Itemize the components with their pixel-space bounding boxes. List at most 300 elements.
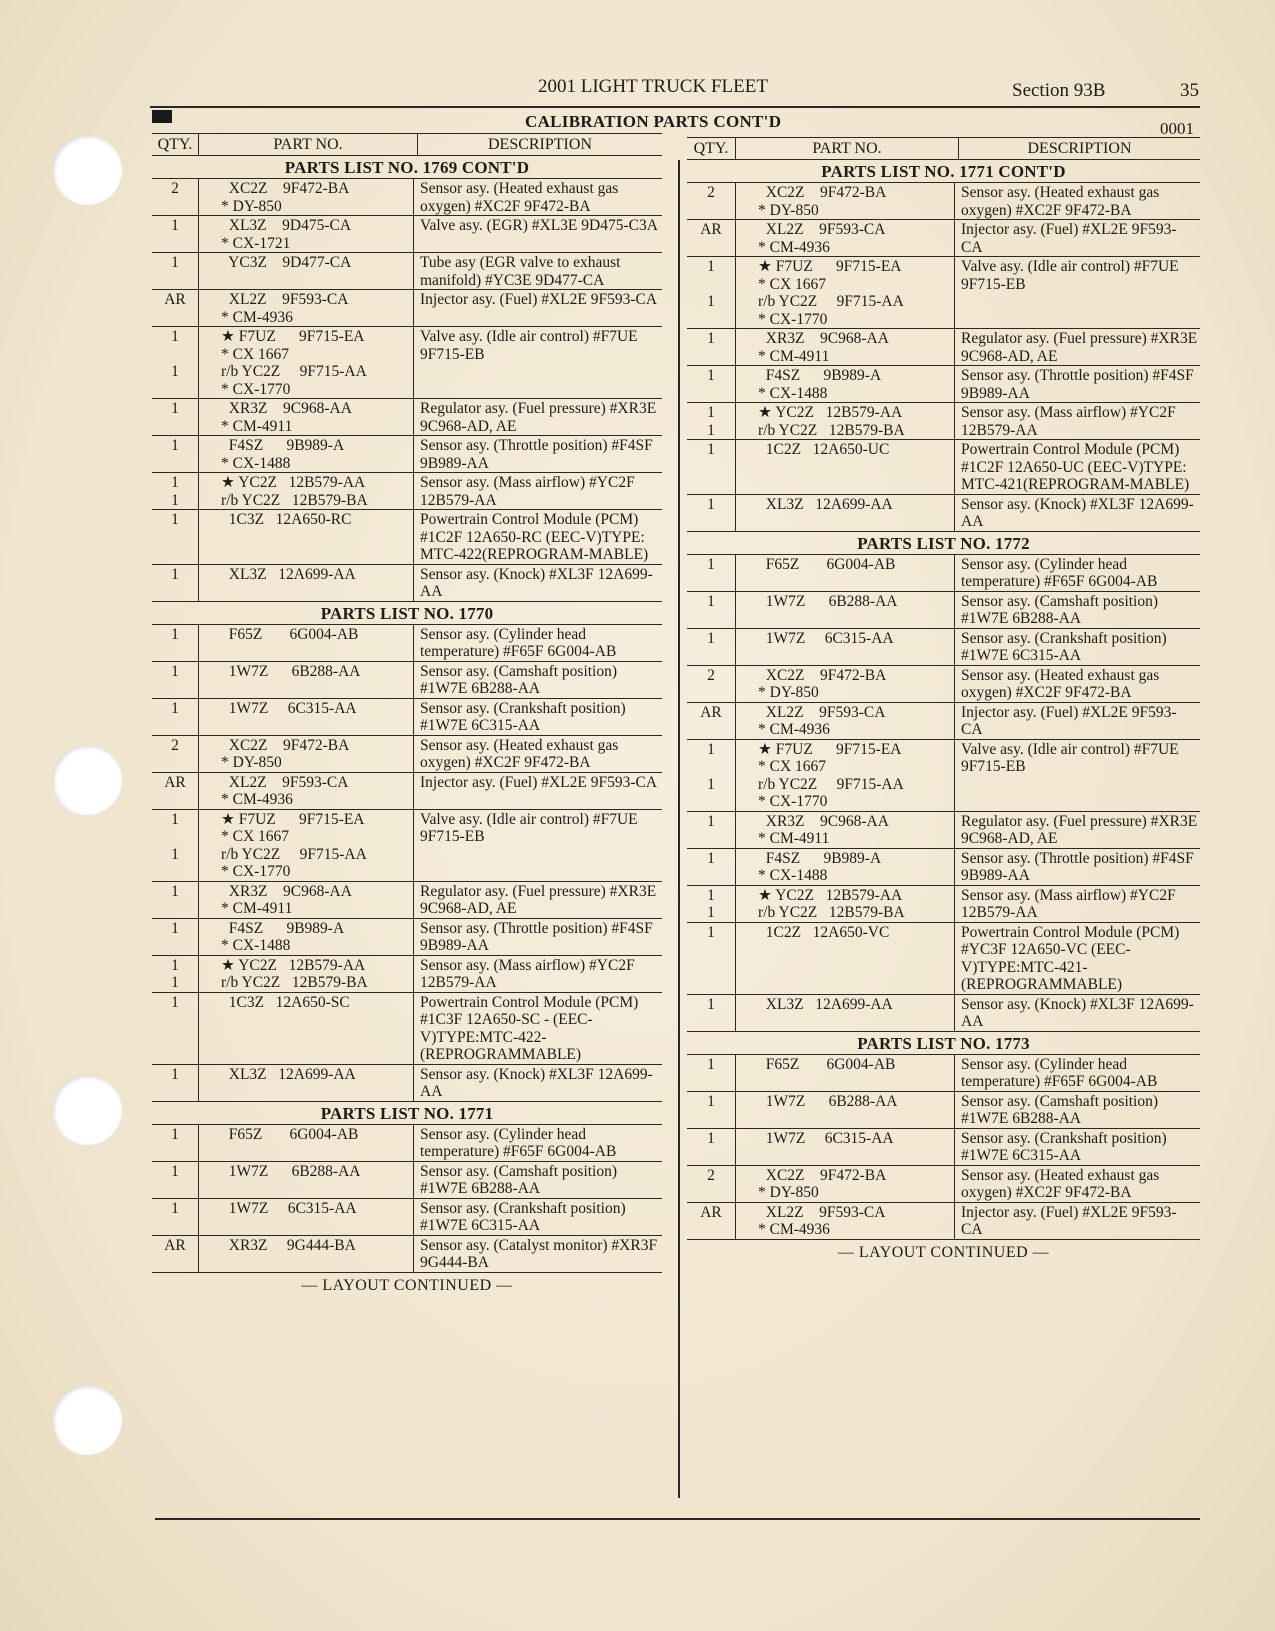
qty-cell [152, 399, 198, 435]
part-number-cell [198, 399, 414, 435]
section-marker [152, 110, 172, 123]
description-cell: Sensor asy. (Heated exhaust gas oxygen) #XC2F 9F472-BA [420, 736, 619, 771]
part-number: XL2Z 9F593-CA [221, 773, 349, 791]
qty-value [687, 1184, 735, 1202]
part-number-cell [198, 253, 414, 289]
table-row [687, 403, 1200, 440]
table-row [687, 495, 1200, 532]
qty-value: 1 [171, 662, 179, 680]
description-cell: Sensor asy. (Heated exhaust gas oxygen) #XC2F 9F472-BA [420, 180, 619, 215]
qty-cell [152, 1162, 198, 1198]
table-row [687, 220, 1200, 257]
table-row [687, 812, 1200, 849]
part-number: r/b YC2Z 12B579-BA [221, 491, 368, 509]
part-number: XL3Z 12A699-AA [758, 495, 893, 513]
table-row [152, 436, 662, 473]
part-number: F65Z 6G004-AB [758, 555, 896, 573]
qty-value: 1 [707, 904, 715, 921]
qty-cell [687, 629, 735, 665]
parts-list-heading: PARTS LIST NO. 1773 [687, 1032, 1200, 1055]
qty-cell [152, 699, 198, 735]
qty-value: 1 [707, 293, 715, 310]
column-header-row [152, 133, 662, 156]
part-number: XL3Z 12A699-AA [221, 1065, 356, 1083]
table-row [152, 736, 662, 773]
description-cell: Sensor asy. (Heated exhaust gas oxygen) #XC2F 9F472-BA [961, 184, 1160, 219]
part-number: F65Z 6G004-AB [221, 625, 359, 643]
part-number-cell [198, 327, 414, 398]
description-cell: Sensor asy. (Crankshaft position) #1W7E 6C315-AA [961, 1129, 1167, 1164]
binder-hole [52, 1385, 122, 1455]
part-number: F65Z 6G004-AB [221, 1125, 359, 1143]
part-number: XC2Z 9F472-BA [758, 1166, 887, 1184]
qty-cell [687, 1129, 735, 1165]
part-number: * DY-850 [221, 197, 282, 215]
qty-value: 1 [707, 441, 715, 458]
part-number: r/b YC2Z 9F715-AA [758, 775, 904, 793]
qty-value [687, 1221, 735, 1239]
part-number: * CX-1770 [221, 380, 291, 398]
qty-value: 1 [707, 258, 715, 275]
qty-value: 1 [707, 740, 715, 758]
part-number: * CX-1770 [758, 310, 828, 328]
description-cell: Regulator asy. (Fuel pressure) #XR3E 9C968-AD, AE [961, 812, 1198, 847]
qty-value [687, 793, 735, 811]
qty-value: 1 [171, 919, 179, 937]
qty-cell [152, 565, 198, 601]
part-number-cell [198, 1162, 414, 1198]
part-number-cell [735, 440, 955, 494]
qty-value [687, 202, 735, 220]
qty-cell [152, 436, 198, 472]
part-number: * CX-1488 [221, 937, 291, 954]
description-cell: Valve asy. (Idle air control) #F7UE 9F715-EB [961, 258, 1179, 293]
binder-hole [52, 1075, 122, 1145]
part-number: F4SZ 9B989-A [221, 919, 345, 937]
table-row [152, 993, 662, 1065]
qty-value: 1 [707, 1055, 715, 1073]
qty-value [152, 309, 198, 327]
table-row [152, 565, 662, 602]
part-number-cell [735, 995, 955, 1031]
part-number-cell [198, 993, 414, 1064]
description-cell: Sensor asy. (Cylinder head temperature) #F65F 6G004-AB [961, 555, 1158, 590]
part-number-cell [735, 403, 955, 439]
table-row [152, 699, 662, 736]
description-cell: Sensor asy. (Heated exhaust gas oxygen) #XC2F 9F472-BA [961, 1166, 1160, 1201]
part-number-cell [735, 1129, 955, 1165]
qty-value [687, 276, 735, 294]
part-number: XR3Z 9C968-AA [221, 882, 352, 900]
table-row [687, 703, 1200, 740]
description-cell: Valve asy. (Idle air control) #F7UE 9F715-EB [961, 740, 1179, 775]
table-row [152, 1236, 662, 1273]
table-row [152, 510, 662, 565]
qty-cell [687, 1166, 735, 1202]
part-number: r/b YC2Z 12B579-BA [221, 974, 368, 991]
description-cell: Sensor asy. (Camshaft position) #1W7E 6B288-AA [961, 592, 1159, 627]
part-number: * CX-1488 [758, 384, 828, 402]
table-row [687, 849, 1200, 886]
qty-value: 1 [171, 1065, 179, 1083]
part-number: F4SZ 9B989-A [758, 367, 882, 384]
page-title: 2001 LIGHT TRUCK FLEET [538, 76, 768, 97]
qty-value: 1 [707, 886, 715, 904]
table-row [152, 473, 662, 510]
qty-value: 1 [171, 437, 179, 454]
qty-cell [687, 703, 735, 739]
section-label: Section 93B [1012, 80, 1106, 101]
table-row [687, 629, 1200, 666]
description-cell: Sensor asy. (Camshaft position) #1W7E 6B288-AA [961, 1092, 1159, 1127]
qty-value [152, 937, 198, 955]
qty-value [152, 418, 198, 436]
description-cell: Sensor asy. (Mass airflow) #YC2F 12B579-AA [420, 956, 635, 991]
qty-value: 2 [707, 1166, 715, 1184]
part-number-cell [198, 919, 414, 955]
description-cell: Valve asy. (Idle air control) #F7UE 9F715-EB [420, 328, 638, 363]
part-number: 1C3Z 12A650-SC [221, 993, 350, 1011]
description-cell: Injector asy. (Fuel) #XL2E 9F593-CA [961, 221, 1177, 256]
qty-value: 2 [707, 184, 715, 201]
part-number-cell [735, 1166, 955, 1202]
part-number: F4SZ 9B989-A [221, 437, 345, 454]
part-number: XL2Z 9F593-CA [758, 703, 886, 721]
table-row [152, 662, 662, 699]
part-number: * CX-1770 [221, 863, 291, 880]
qty-cell [687, 555, 735, 591]
qty-cell [687, 183, 735, 219]
qty-value [152, 900, 198, 918]
qty-cell [152, 919, 198, 955]
part-number-cell [198, 956, 414, 992]
parts-list-heading: PARTS LIST NO. 1771 [152, 1102, 662, 1125]
description-cell: Sensor asy. (Mass airflow) #YC2F 12B579-AA [420, 474, 635, 509]
right-column [687, 137, 1200, 1262]
part-number-cell [735, 555, 955, 591]
part-number: XL3Z 12A699-AA [758, 995, 893, 1013]
column-header-row [687, 137, 1200, 160]
qty-value: 1 [171, 491, 179, 509]
qty-cell [687, 995, 735, 1031]
qty-value: AR [700, 221, 722, 238]
qty-value: 1 [171, 625, 179, 643]
qty-value: 1 [171, 699, 179, 717]
qty-cell [687, 257, 735, 328]
part-number: * CX-1488 [758, 867, 828, 884]
description-cell: Regulator asy. (Fuel pressure) #XR3E 9C968-AD, AE [420, 400, 657, 435]
part-number-cell [198, 810, 414, 881]
part-number-cell [198, 290, 414, 326]
qty-cell [687, 666, 735, 702]
part-number-cell [198, 773, 414, 809]
part-number-cell [735, 366, 955, 402]
qty-cell [687, 886, 735, 922]
qty-value [152, 754, 198, 772]
parts-list-heading: PARTS LIST NO. 1772 [687, 532, 1200, 555]
qty-cell [152, 1236, 198, 1272]
table-row [687, 555, 1200, 592]
qty-value: 1 [171, 1162, 179, 1180]
part-number: * CM-4936 [221, 308, 293, 326]
part-number-cell [198, 1065, 414, 1101]
qty-value: AR [700, 703, 722, 721]
description-cell: Sensor asy. (Throttle position) #F4SF 9B989-AA [420, 437, 653, 472]
part-number: * CM-4911 [221, 900, 293, 917]
qty-cell [152, 1065, 198, 1101]
qty-value [152, 346, 198, 364]
part-number-cell [198, 662, 414, 698]
part-number-cell [198, 1236, 414, 1272]
table-row [152, 1162, 662, 1199]
qty-cell [152, 253, 198, 289]
part-number: XR3Z 9G444-BA [221, 1236, 356, 1254]
description-cell: Sensor asy. (Crankshaft position) #1W7E 6C315-AA [420, 1199, 626, 1234]
qty-value: 1 [171, 956, 179, 974]
qty-value: 1 [171, 474, 179, 491]
qty-value: 1 [707, 555, 715, 573]
qty-cell [687, 495, 735, 531]
qty-cell [152, 290, 198, 326]
table-row [687, 329, 1200, 366]
qty-value: 1 [707, 1092, 715, 1110]
qty-value: 1 [707, 330, 715, 347]
desc-header: DESCRIPTION [1027, 140, 1132, 157]
part-number: F4SZ 9B989-A [758, 849, 882, 867]
qty-cell [152, 1125, 198, 1161]
qty-cell [152, 662, 198, 698]
qty-value: 1 [707, 849, 715, 867]
qty-value: 2 [707, 666, 715, 684]
table-row [152, 399, 662, 436]
qty-cell [687, 366, 735, 402]
part-number-cell [198, 736, 414, 772]
qty-cell [687, 403, 735, 439]
table-row [152, 810, 662, 882]
qty-value [687, 758, 735, 776]
qty-value: 1 [707, 775, 715, 793]
part-number: * DY-850 [221, 754, 282, 771]
description-cell: Regulator asy. (Fuel pressure) #XR3E 9C968-AD, AE [420, 882, 657, 917]
part-number: * CX 1667 [221, 828, 290, 845]
qty-cell [687, 923, 735, 994]
qty-cell [687, 592, 735, 628]
qty-value [152, 198, 198, 216]
part-number: * CX 1667 [758, 758, 827, 775]
part-number-cell [735, 329, 955, 365]
description-cell: Sensor asy. (Cylinder head temperature) #F65F 6G004-AB [420, 625, 617, 660]
part-number: XL3Z 9D475-CA [221, 217, 352, 234]
desc-header: DESCRIPTION [487, 136, 592, 153]
part-number-cell [198, 1199, 414, 1235]
part-number-cell [735, 849, 955, 885]
qty-value: AR [164, 291, 186, 308]
qty-value [687, 239, 735, 257]
table-row [687, 1092, 1200, 1129]
table-row [687, 366, 1200, 403]
qty-value: AR [700, 1203, 722, 1221]
part-number: r/b YC2Z 12B579-BA [758, 421, 905, 439]
part-number: r/b YC2Z 9F715-AA [758, 293, 904, 310]
description-cell: Sensor asy. (Cylinder head temperature) #F65F 6G004-AB [420, 1125, 617, 1160]
qty-value [687, 684, 735, 702]
part-number: ★ YC2Z 12B579-AA [758, 886, 903, 904]
table-row [152, 1125, 662, 1162]
part-number: YC3Z 9D477-CA [221, 254, 352, 271]
qty-value [687, 348, 735, 366]
qty-value: 1 [171, 810, 179, 828]
qty-value [152, 235, 198, 253]
part-number: XR3Z 9C968-AA [758, 330, 889, 347]
qty-cell [152, 179, 198, 215]
description-cell: Sensor asy. (Throttle position) #F4SF 9B989-AA [961, 849, 1194, 884]
description-cell: Regulator asy. (Fuel pressure) #XR3E 9C968-AD, AE [961, 330, 1198, 365]
part-number: XC2Z 9F472-BA [758, 666, 887, 684]
qty-value: 1 [171, 1199, 179, 1217]
table-row [152, 179, 662, 216]
part-number-cell [735, 1055, 955, 1091]
table-row [687, 923, 1200, 995]
part-number-cell [198, 699, 414, 735]
qty-value: 1 [171, 363, 179, 380]
part-number: 1W7Z 6B288-AA [758, 1092, 898, 1110]
part-number: * CM-4936 [221, 791, 293, 808]
layout-continued-note: — LAYOUT CONTINUED — [837, 1243, 1050, 1261]
description-cell: Powertrain Control Module (PCM) #1C3F 12A650-SC - (EEC-V)TYPE:MTC-422- (REPROGRAMMABLE) [420, 993, 639, 1063]
qty-cell [152, 956, 198, 992]
qty-cell [687, 812, 735, 848]
qty-value: 1 [707, 592, 715, 610]
left-column [152, 133, 662, 1295]
part-number: 1C2Z 12A650-UC [758, 441, 890, 458]
part-number: r/b YC2Z 12B579-BA [758, 904, 905, 921]
part-number: * CM-4936 [758, 721, 830, 738]
description-cell: Tube asy (EGR valve to exhaust manifold) #YC3E 9D477-CA [420, 254, 621, 289]
table-row [687, 183, 1200, 220]
part-number: 1C2Z 12A650-VC [758, 923, 890, 941]
qty-cell [152, 810, 198, 881]
part-number-cell [735, 703, 955, 739]
part-number: * CX-1721 [221, 234, 291, 252]
part-number-cell [735, 886, 955, 922]
description-cell: Powertrain Control Module (PCM) #1C2F 12A650-RC (EEC-V)TYPE: MTC-422(REPROGRAM-MABLE) [420, 511, 649, 563]
part-number-cell [735, 812, 955, 848]
table-row [687, 1129, 1200, 1166]
part-number: ★ YC2Z 12B579-AA [221, 956, 366, 974]
qty-value: 1 [707, 812, 715, 830]
qty-cell [687, 1203, 735, 1239]
binder-hole [52, 745, 122, 815]
part-number: r/b YC2Z 9F715-AA [221, 363, 367, 380]
qty-value [152, 863, 198, 881]
qty-value: 1 [707, 629, 715, 647]
page-header [150, 76, 1200, 102]
description-cell: Injector asy. (Fuel) #XL2E 9F593-CA [420, 291, 658, 308]
table-row [687, 886, 1200, 923]
description-cell: Sensor asy. (Knock) #XL3F 12A699-AA [961, 495, 1194, 530]
description-cell: Valve asy. (Idle air control) #F7UE 9F715-EB [420, 810, 638, 845]
qty-value: 1 [707, 404, 715, 421]
qty-value [687, 830, 735, 848]
part-number-cell [735, 220, 955, 256]
part-number: * CX-1488 [221, 454, 291, 472]
table-row [152, 773, 662, 810]
part-number: * CX 1667 [758, 275, 827, 293]
description-cell: Sensor asy. (Heated exhaust gas oxygen) #XC2F 9F472-BA [961, 666, 1160, 701]
doc-number: 0001 [1160, 119, 1194, 138]
part-number: * CX 1667 [221, 345, 290, 363]
description-cell: Sensor asy. (Mass airflow) #YC2F 12B579-AA [961, 886, 1176, 921]
part-number-cell [735, 923, 955, 994]
qty-value: 1 [171, 1125, 179, 1143]
part-number: 1W7Z 6C315-AA [221, 699, 357, 717]
part-header: PART NO. [736, 138, 959, 159]
part-header: PART NO. [199, 134, 418, 155]
description-cell: Sensor asy. (Camshaft position) #1W7E 6B288-AA [420, 1162, 618, 1197]
part-number-cell [198, 625, 414, 661]
parts-list-heading: PARTS LIST NO. 1769 CONT'D [152, 156, 662, 179]
qty-cell [687, 440, 735, 494]
part-number: * DY-850 [758, 684, 819, 701]
part-number: XR3Z 9C968-AA [221, 400, 352, 417]
table-row [687, 1203, 1200, 1240]
part-number: * DY-850 [758, 1184, 819, 1201]
qty-cell [152, 882, 198, 918]
description-cell: Sensor asy. (Throttle position) #F4SF 9B989-AA [420, 919, 653, 954]
part-number: XC2Z 9F472-BA [758, 184, 887, 201]
table-row [152, 882, 662, 919]
part-number: F65Z 6G004-AB [758, 1055, 896, 1073]
qty-cell [687, 1092, 735, 1128]
qty-value: 2 [171, 736, 179, 754]
qty-cell [152, 736, 198, 772]
description-cell: Powertrain Control Module (PCM) #YC3F 12A650-VC (EEC-V)TYPE:MTC-421-(REPROGRAMMABLE) [961, 923, 1180, 993]
qty-value: AR [164, 1236, 186, 1254]
qty-value [152, 455, 198, 473]
qty-value [687, 311, 735, 329]
table-row [152, 327, 662, 399]
table-row [687, 440, 1200, 495]
part-number-cell [735, 183, 955, 219]
part-number: 1W7Z 6C315-AA [758, 629, 894, 647]
table-row [152, 956, 662, 993]
table-row [152, 216, 662, 253]
table-row [152, 290, 662, 327]
description-cell: Injector asy. (Fuel) #XL2E 9F593-CA [961, 1203, 1177, 1238]
binder-hole [52, 135, 122, 205]
part-number: ★ F7UZ 9F715-EA [221, 810, 365, 828]
table-row [687, 1166, 1200, 1203]
qty-value: 1 [171, 882, 179, 900]
part-number-cell [735, 257, 955, 328]
qty-value: 1 [707, 421, 715, 439]
qty-value: 1 [707, 995, 715, 1013]
qty-cell [687, 740, 735, 811]
qty-value [687, 867, 735, 885]
qty-value: 1 [171, 254, 179, 271]
part-number-cell [198, 510, 414, 564]
part-number: * CM-4911 [758, 347, 830, 365]
part-number: 1W7Z 6C315-AA [758, 1129, 894, 1147]
description-cell: Sensor asy. (Mass airflow) #YC2F 12B579-AA [961, 404, 1176, 439]
qty-cell [152, 510, 198, 564]
qty-value: 1 [171, 974, 179, 991]
part-number-cell [735, 629, 955, 665]
qty-value [687, 385, 735, 403]
page-number: 35 [1180, 80, 1199, 101]
qty-value [152, 791, 198, 809]
description-cell: Injector asy. (Fuel) #XL2E 9F593-CA [961, 703, 1177, 738]
